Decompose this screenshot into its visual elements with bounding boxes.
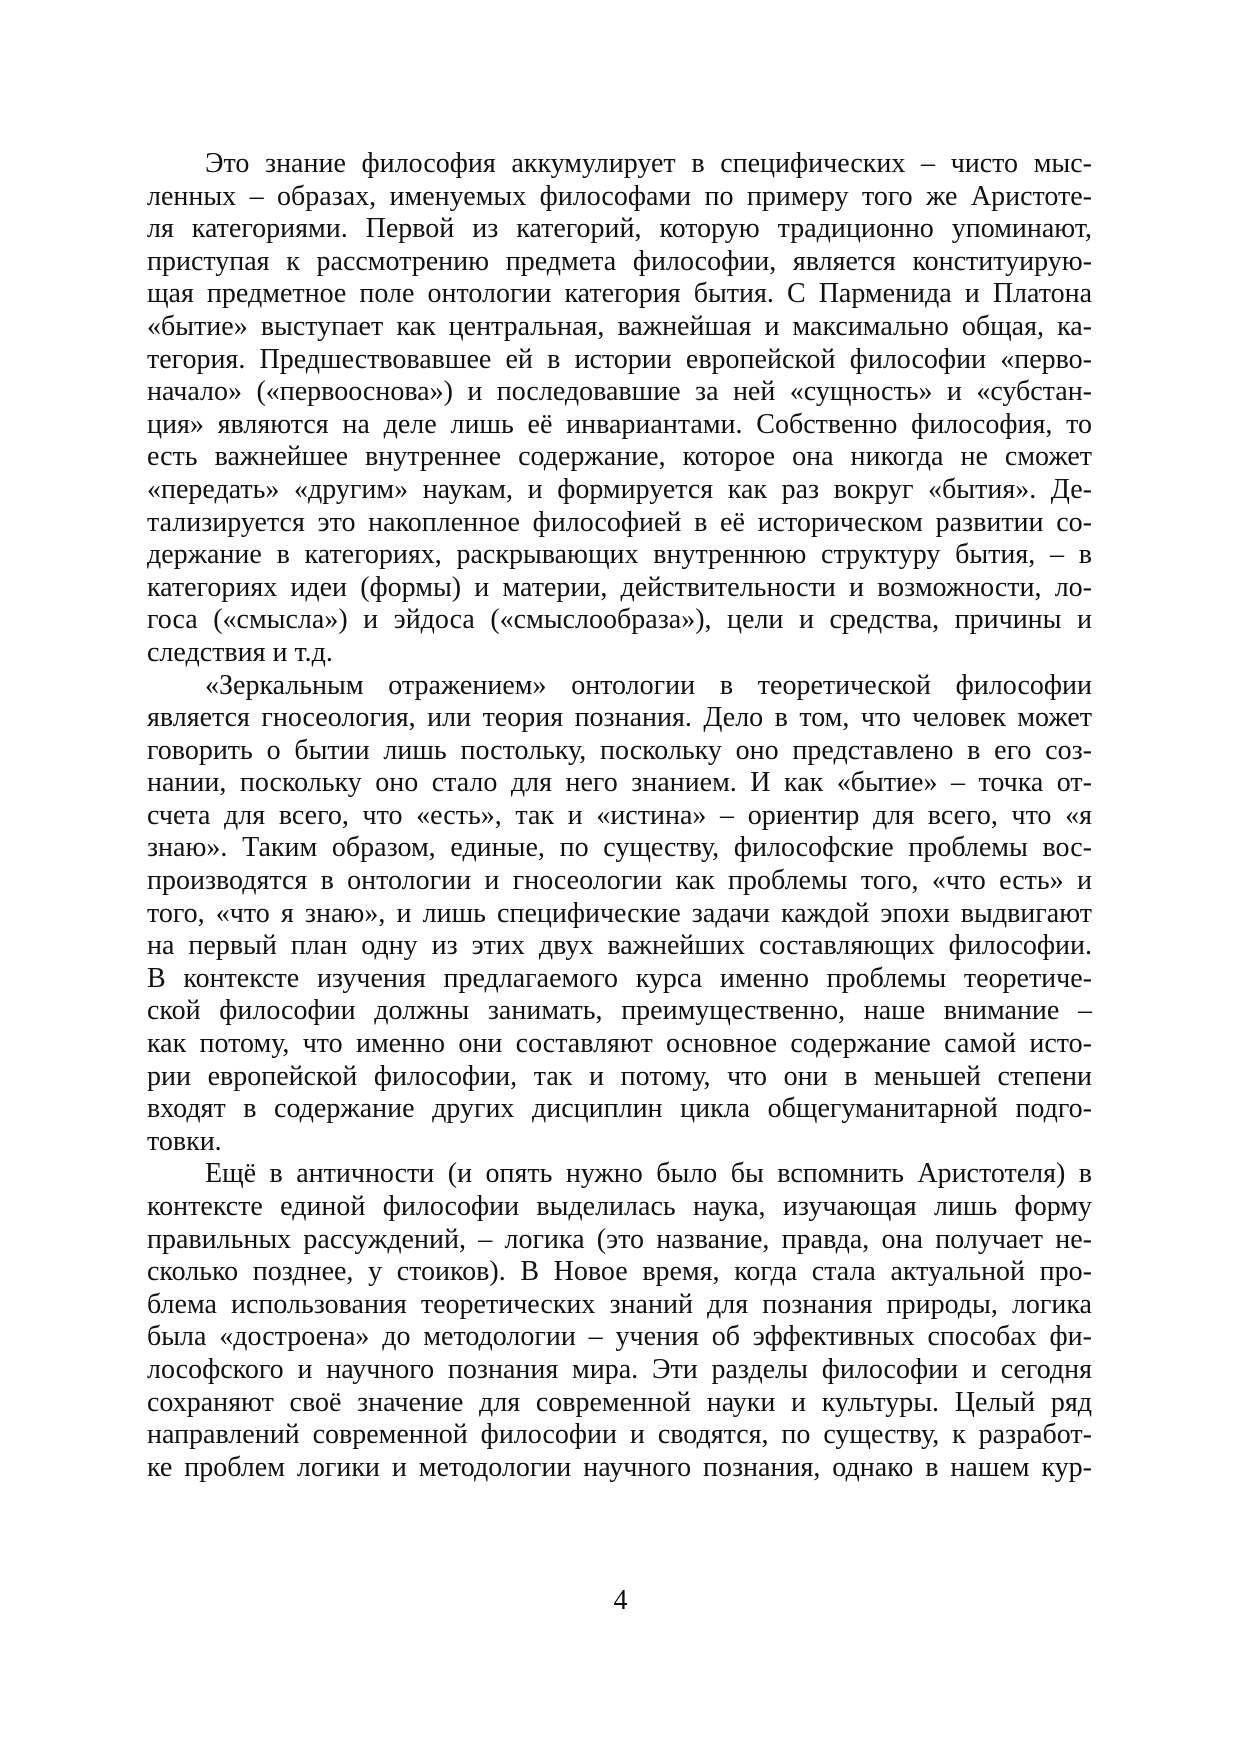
text-line: Ещё в античности (и опять нужно было бы вспомнить Аристотеля) в <box>205 1158 1092 1190</box>
text-line: рии европейской философии, так и потому, что они в меньшей степени <box>147 1060 1092 1092</box>
text-line: входят в содержание других дисциплин цикла общегуманитарной подго- <box>147 1093 1092 1125</box>
text-line: ля категориями. Первой из категорий, которую традиционно упоминают, <box>147 213 1092 245</box>
text-line: была «достроена» до методологии – учения об эффективных способах фи- <box>147 1321 1092 1353</box>
text-line: направлений современной философии и сводятся, по существу, к разработ- <box>147 1419 1092 1451</box>
text-line: контексте единой философии выделилась наука, изучающая лишь форму <box>147 1191 1092 1222</box>
paragraph <box>147 670 1092 1159</box>
text-line: держание в категориях, раскрывающих внутреннюю структуру бытия, – в <box>147 539 1092 571</box>
text-line: знаю». Таким образом, единые, по существу, философские проблемы вос- <box>147 832 1092 864</box>
text-line: щая предметное поле онтологии категория бытия. С Парменида и Платона <box>147 278 1092 310</box>
text-line: тегория. Предшествовавшее ей в истории европейской философии «перво- <box>147 343 1092 375</box>
text-line: лософского и научного познания мира. Эти разделы философии и сегодня <box>147 1353 1092 1385</box>
text-line: В контексте изучения предлагаемого курса именно проблемы теоретиче- <box>147 962 1092 994</box>
text-line: «передать» «другим» наукам, и формируется как раз вокруг «бытия». Де- <box>147 473 1092 505</box>
text-line: производятся в онтологии и гносеологии как проблемы того, «что есть» и <box>147 865 1092 897</box>
text-line: есть важнейшее внутреннее содержание, которое она никогда не сможет <box>147 441 1092 473</box>
text-line: категориях идеи (формы) и материи, действительности и возможности, ло- <box>147 571 1092 603</box>
text-line: правильных рассуждений, – логика (это название, правда, она получает не- <box>147 1223 1092 1255</box>
text-line: ция» являются на деле лишь её инвариантами. Собственно философия, то <box>147 408 1092 440</box>
text-line: сколько позднее, у стоиков). В Новое время, когда стала актуальной про- <box>147 1256 1092 1288</box>
text-line: того, «что я знаю», и лишь специфические задачи каждой эпохи выдвигают <box>147 897 1092 929</box>
text-line: ке проблем логики и методологии научного познания, однако в нашем кур- <box>147 1451 1092 1483</box>
text-line: является гносеология, или теория познания. Дело в том, что человек может <box>147 702 1092 734</box>
paragraph <box>147 1158 1092 1484</box>
text-line: начало» («первооснова») и последовавшие за ней «сущность» и «субстан- <box>147 376 1092 408</box>
text-line: блема использования теоретических знаний для познания природы, логика <box>147 1288 1092 1320</box>
text-line: «Зеркальным отражением» онтологии в теоретической философии <box>205 669 1092 701</box>
text-line: сохраняют своё значение для современной науки и культуры. Целый ряд <box>147 1386 1092 1418</box>
text-line: тализируется это накопленное философией в её историческом развитии со- <box>147 506 1092 538</box>
text-line: госа («смысла») и эйдоса («смыслообраза»), цели и средства, причины и <box>147 604 1092 636</box>
text-line: нании, поскольку оно стало для него знанием. И как «бытие» – точка от- <box>147 767 1092 799</box>
body-text <box>147 148 1092 1484</box>
text-line: счета для всего, что «есть», так и «истина» – ориентир для всего, что «я <box>147 799 1092 831</box>
text-line: ленных – образах, именуемых философами по примеру того же Аристоте- <box>147 180 1092 212</box>
text-line: товки. <box>147 1125 222 1157</box>
text-line: на первый план одну из этих двух важнейших составляющих философии. <box>147 930 1092 962</box>
text-line: приступая к рассмотрению предмета философии, является конституирую- <box>147 245 1092 277</box>
text-line: следствия и т.д. <box>147 636 333 668</box>
text-line: «бытие» выступает как центральная, важнейшая и максимально общая, ка- <box>147 310 1092 342</box>
page-number: 4 <box>613 1585 628 1616</box>
text-line: как потому, что именно они составляют основное содержание самой исто- <box>147 1028 1092 1060</box>
paragraph <box>147 148 1092 670</box>
text-line: говорить о бытии лишь постольку, поскольку оно представлено в его соз- <box>147 734 1092 766</box>
text-line: ской философии должны занимать, преимущественно, наше внимание – <box>147 995 1092 1027</box>
text-line: Это знание философия аккумулирует в специфических – чисто мыс- <box>205 148 1092 179</box>
